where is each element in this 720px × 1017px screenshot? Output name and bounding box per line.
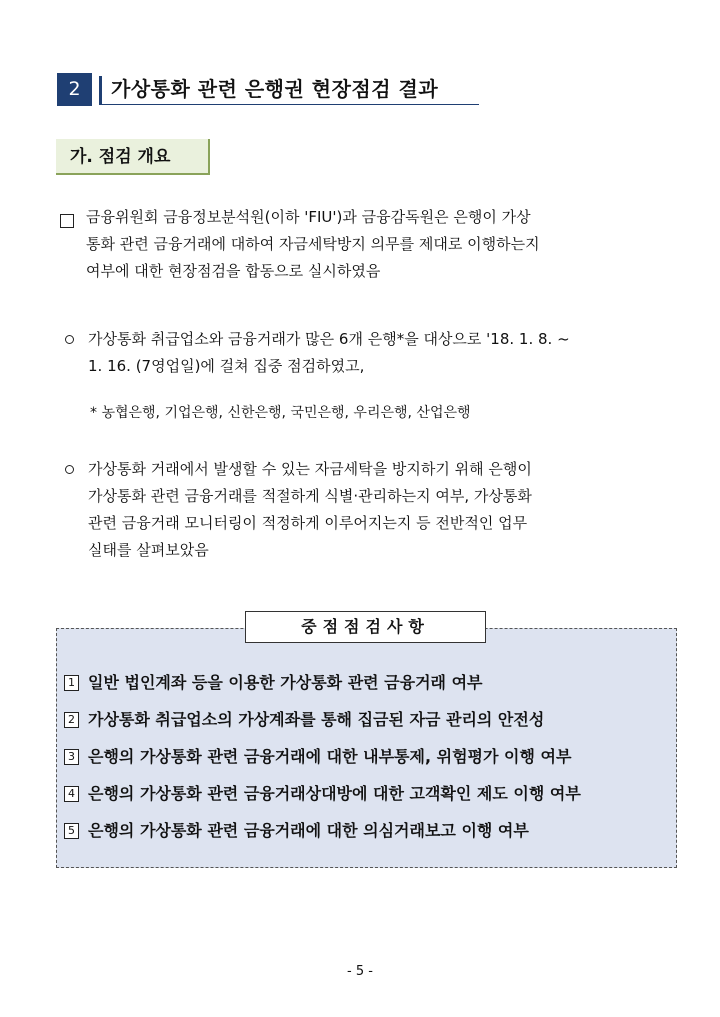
key-check-item-4: 은행의 가상통화 관련 금융거래상대방에 대한 고객확인 제도 이행 여부 [88,784,581,803]
item-number-badge: 5 [64,823,79,839]
bullet-2-line-2: 가상통화 관련 금융거래를 적절하게 식별·관리하는지 여부, 가상통화 [88,487,532,505]
subsection-title: 가. 점검 개요 [70,147,171,167]
key-check-item-3: 은행의 가상통화 관련 금융거래에 대한 내부통제, 위험평가 이행 여부 [88,747,572,766]
item-number-badge: 2 [64,712,79,728]
key-check-item-1: 일반 법인계좌 등을 이용한 가상통화 관련 금융거래 여부 [88,673,483,692]
bullet-2-line-4: 실태를 살펴보았음 [88,541,209,559]
item-number-badge: 3 [64,749,79,765]
section-divider-bar [99,76,102,104]
bullet-2-line-3: 관련 금융거래 모니터링이 적정하게 이루어지는지 등 전반적인 업무 [88,514,528,532]
bank-list-note: * 농협은행, 기업은행, 신한은행, 국민은행, 우리은행, 산업은행 [90,405,471,421]
section-title: 가상통화 관련 은행권 현장점검 결과 [111,77,439,101]
checkbox-bullet-icon [60,214,74,228]
item-number-badge: 1 [64,675,79,691]
page-number: - 5 - [347,964,373,979]
key-check-item-5: 은행의 가상통화 관련 금융거래에 대한 의심거래보고 이행 여부 [88,821,529,840]
key-checks-title: 중점점검사항 [301,617,430,636]
circle-bullet-icon [65,465,74,474]
bullet-1-line-2: 1. 16. (7영업일)에 걸쳐 집중 점검하였고, [88,357,365,375]
bullet-1-line-1: 가상통화 취급업소와 금융거래가 많은 6개 은행*을 대상으로 '18. 1. 8. ~ [88,330,570,348]
intro-line-1: 금융위원회 금융정보분석원(이하 'FIU')과 금융감독원은 은행이 가상 [86,208,531,226]
item-number-badge: 4 [64,786,79,802]
circle-bullet-icon [65,335,74,344]
intro-line-3: 여부에 대한 현장점검을 합동으로 실시하였음 [86,262,381,280]
section-number: 2 [57,73,92,106]
section-underline [99,104,479,105]
intro-line-2: 통화 관련 금융거래에 대하여 자금세탁방지 의무를 제대로 이행하는지 [86,235,540,253]
key-check-item-2: 가상통화 취급업소의 가상계좌를 통해 집금된 자금 관리의 안전성 [88,710,545,729]
bullet-2-line-1: 가상통화 거래에서 발생할 수 있는 자금세탁을 방지하기 위해 은행이 [88,460,532,478]
intro-paragraph [86,204,672,285]
bullet-2-paragraph [88,456,672,564]
bullet-1-paragraph [88,326,672,380]
